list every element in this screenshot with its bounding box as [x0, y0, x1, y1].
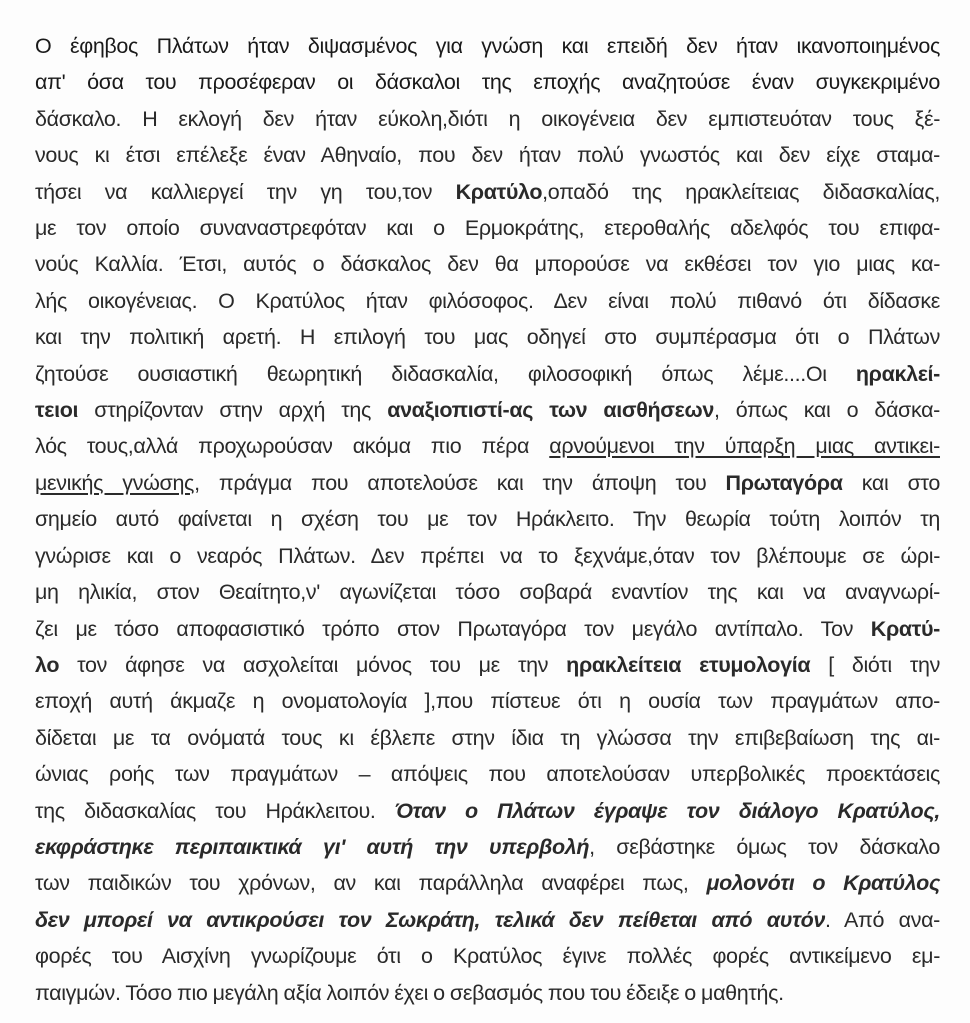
text-segment: απ' όσα του προσέφεραν οι δάσκαλοι της εποχής αναζητούσε έναν συγκεκριμένο: [35, 70, 940, 95]
text-segment: , πράγμα που αποτελούσε και την άποψη του: [194, 470, 726, 495]
text-segment: γνώρισε και ο νεαρός Πλάτων. Δεν πρέπει να το ξεχνάμε,όταν τον βλέπουμε σε ώρι-: [35, 543, 940, 568]
text-segment: των παιδικών του χρόνων, αν και παράλληλα αναφέρει πως,: [35, 871, 707, 896]
text-line: [35, 283, 940, 319]
text-segment: παιγμών. Τόσο πιο μεγάλη αξία λοιπόν έχει ο σεβασμός που του έδειξε ο μαθητής.: [35, 980, 784, 1005]
bold-text: ηρακλείτεια ετυμολογία: [566, 652, 811, 677]
text-line: [35, 756, 940, 792]
text-segment: στηρίζονταν στην αρχή της: [78, 398, 388, 423]
text-segment: της διδασκαλίας του Ηράκλειτου.: [35, 798, 395, 823]
text-segment: φορές του Αισχίνη γνωρίζουμε ότι ο Κρατύλος έγινε πολλές φορές αντικείμενο εμ-: [35, 944, 940, 969]
bold-text: ηρακλεί-: [855, 361, 940, 386]
underlined-text: αρνούμενοι την ύπαρξη μιας αντικει-: [549, 434, 940, 459]
text-line: [35, 975, 940, 1011]
text-segment: ζητούσε ουσιαστική θεωρητική διδασκαλία, φιλοσοφική όπως λέμε....Οι: [35, 361, 856, 386]
text-line: [35, 647, 940, 683]
underlined-text: μενικής γνώσης: [35, 470, 195, 495]
text-segment: ,οπαδό της ηρακλείτειας διδασκαλίας,: [542, 179, 940, 204]
text-line: [35, 64, 940, 100]
text-segment: ζει με τόσο αποφασιστικό τρόπο στον Πρωταγόρα τον μεγάλο αντίπαλο. Τον: [35, 616, 871, 641]
text-line: [35, 137, 940, 173]
document-page: [35, 28, 940, 1011]
text-line: [35, 720, 940, 756]
text-line: [35, 356, 940, 392]
text-segment: δάσκαλο. Η εκλογή δεν ήταν εύκολη,διότι η οικογένεια δεν εμπιστευόταν τους ξέ-: [35, 106, 940, 131]
bold-text: Κρατύλο: [455, 179, 543, 204]
text-segment: ώνιας ροής των πραγμάτων – απόψεις που αποτελούσαν υπερβολικές προεκτάσεις: [35, 762, 940, 787]
text-segment: και στο: [842, 470, 940, 495]
bold-text: Κρατύ-: [870, 616, 940, 641]
text-segment: λής οικογένειας. Ο Κρατύλος ήταν φιλόσοφος. Δεν είναι πολύ πιθανό ότι δίδασκε: [35, 288, 940, 313]
text-segment: . Από ανα-: [824, 907, 940, 932]
bold-text: Πρωταγόρα: [725, 470, 843, 495]
text-segment: και την πολιτική αρετή. Η επιλογή του μας οδηγεί στο συμπέρασμα ότι ο Πλάτων: [35, 325, 940, 350]
text-line: [35, 538, 940, 574]
text-segment: νούς Καλλία. Έτσι, αυτός ο δάσκαλος δεν θα μπορούσε να εκθέσει τον γιο μιας κα-: [35, 252, 940, 277]
text-line: [35, 611, 940, 647]
text-line: [35, 465, 940, 501]
text-segment: Ο έφηβος Πλάτων ήταν διψασμένος για γνώση και επειδή δεν ήταν ικανοποιημένος: [35, 34, 940, 58]
text-line: [35, 793, 940, 829]
bold-italic-text: μολονότι ο Κρατύλος: [706, 871, 940, 896]
text-line: [35, 574, 940, 610]
text-line: [35, 392, 940, 428]
text-line: [35, 428, 940, 464]
bold-text: αναξιοπιστί-ας των αισθήσεων: [387, 398, 714, 423]
bold-italic-text: εκφράστηκε περιπαικτικά γι' αυτή την υπερβολή: [35, 834, 590, 859]
text-line: [35, 902, 940, 938]
text-line: [35, 174, 940, 210]
text-segment: εποχή αυτή άκμαζε η ονοματολογία ],που πίστευε ότι η ουσία των πραγμάτων απο-: [35, 689, 940, 714]
text-segment: δίδεται με τα ονόματά τους κι έβλεπε στην ίδια τη γλώσσα την επιβεβαίωση της αι-: [35, 725, 940, 750]
bold-text: τειοι: [35, 398, 79, 423]
text-segment: μη ηλικία, στον Θεαίτητο,ν' αγωνίζεται τόσο σοβαρά εναντίον της και να αναγνωρί-: [35, 580, 940, 605]
text-segment: [ διότι την: [810, 652, 940, 677]
text-line: [35, 829, 940, 865]
paragraph: [35, 28, 940, 1011]
text-segment: , όπως και ο δάσκα-: [713, 398, 940, 423]
text-line: [35, 246, 940, 282]
text-line: [35, 101, 940, 137]
text-line: [35, 865, 940, 901]
text-segment: σημείο αυτό φαίνεται η σχέση του με τον Ηράκλειτο. Την θεωρία τούτη λοιπόν τη: [35, 507, 940, 532]
bold-italic-text: δεν μπορεί να αντικρούσει τον Σωκράτη, τελικά δεν πείθεται από αυτόν: [35, 907, 825, 932]
bold-italic-text: Όταν ο Πλάτων έγραψε τον διάλογο Κρατύλος,: [394, 798, 940, 823]
text-segment: τήσει να καλλιεργεί την γη του,τον: [35, 179, 456, 204]
bold-text: λο: [35, 652, 60, 677]
text-line: [35, 683, 940, 719]
text-segment: τον άφησε να ασχολείται μόνος του με την: [59, 652, 567, 677]
text-line: [35, 28, 940, 64]
text-segment: με τον οποίο συναναστρεφόταν και ο Ερμοκράτης, ετεροθαλής αδελφός του επιφα-: [35, 216, 940, 241]
text-line: [35, 319, 940, 355]
text-line: [35, 210, 940, 246]
text-segment: , σεβάστηκε όμως τον δάσκαλο: [589, 834, 940, 859]
text-segment: νους κι έτσι επέλεξε έναν Αθηναίο, που δεν ήταν πολύ γνωστός και δεν είχε σταμα-: [35, 143, 940, 168]
text-line: [35, 501, 940, 537]
text-line: [35, 938, 940, 974]
text-segment: λός τους,αλλά προχωρούσαν ακόμα πιο πέρα: [35, 434, 550, 459]
